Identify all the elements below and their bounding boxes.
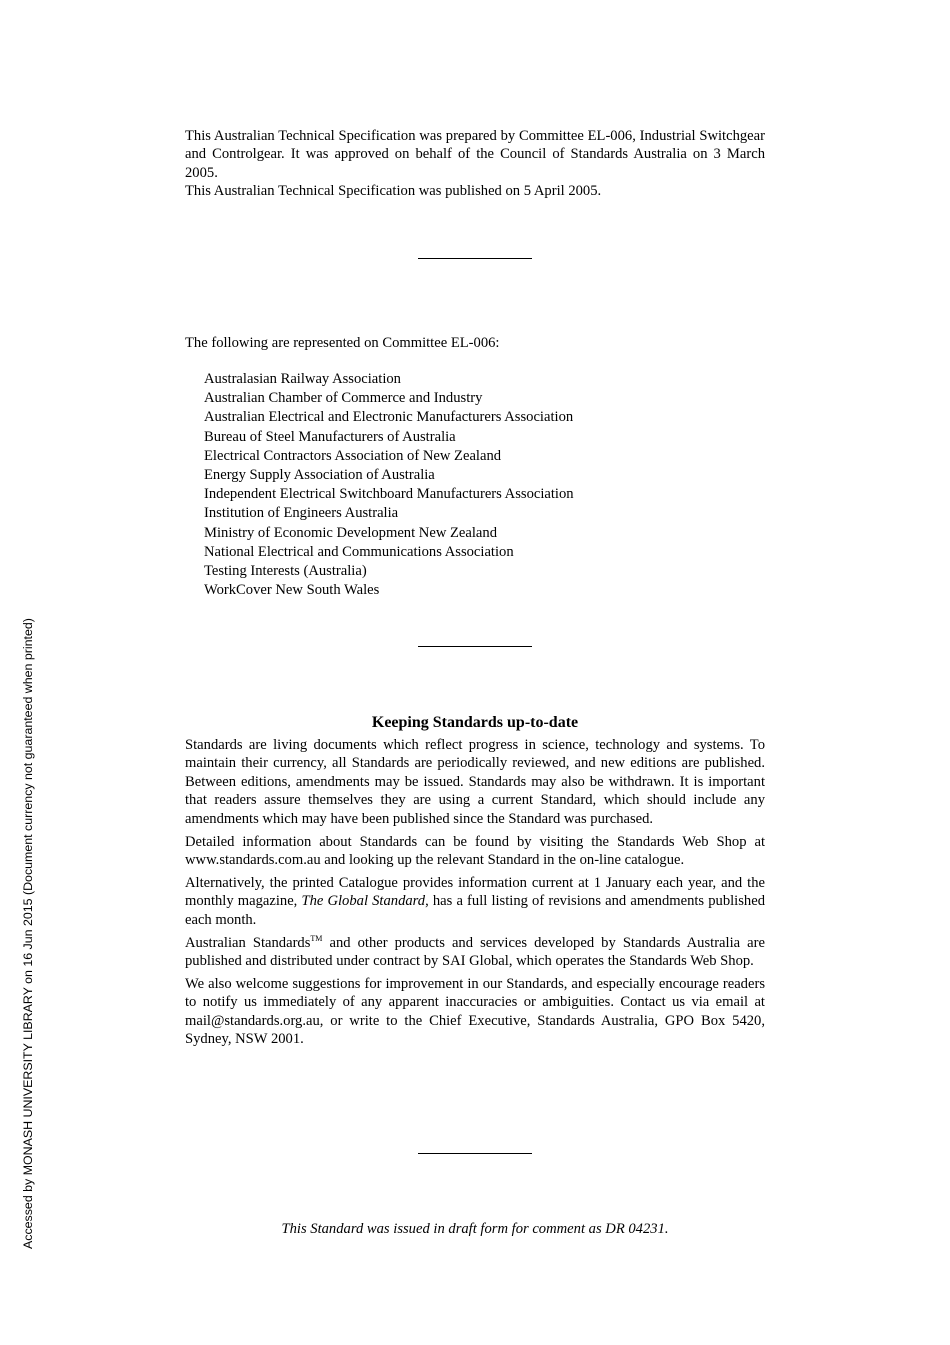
paragraph-suggestions: We also welcome suggestions for improvement in our Standards, and especially encourage readers to notify us immediately of any apparent inaccuracies or ambiguities. Contact us via email at mail@standards.org.au, or write to the Chief Executive, Standards Australia, GPO Box 5420, Sydney, NSW 2001. bbox=[185, 975, 765, 1048]
list-item: Ministry of Economic Development New Zealand bbox=[204, 524, 498, 541]
section-divider bbox=[418, 646, 532, 647]
list-item: Energy Supply Association of Australia bbox=[204, 467, 435, 484]
list-item: Independent Electrical Switchboard Manufacturers Association bbox=[204, 486, 574, 503]
section-divider bbox=[418, 258, 532, 259]
text-run: Australian Standards bbox=[185, 934, 311, 951]
list-item: Australasian Railway Association bbox=[204, 371, 401, 387]
paragraph-living-documents: Standards are living documents which reflect progress in science, technology and systems. To maintain their currency, all Standards are periodically reviewed, and new editions are published. Between editions, amendments may be issued. Standards may also be withdrawn. It is important that readers assure themselves they are using a current Standard, which should include any amendments which may have been published since the Standard was purchased. bbox=[185, 737, 765, 827]
list-item: Testing Interests (Australia) bbox=[204, 563, 367, 580]
text-run: , has a full listing of revisions and amendments published each month. bbox=[185, 893, 765, 928]
keeping-standards-section bbox=[185, 713, 765, 1053]
committee-heading: The following are represented on Committee EL-006: bbox=[185, 335, 500, 351]
committee-member-list bbox=[204, 370, 574, 600]
paragraph-catalogue bbox=[185, 874, 765, 929]
access-watermark: Accessed by MONASH UNIVERSITY LIBRARY on 16 Jun 2015 (Document currency not guaranteed when printed) bbox=[21, 618, 35, 1249]
paragraph-sai-global bbox=[185, 934, 765, 971]
list-item: Institution of Engineers Australia bbox=[204, 505, 399, 522]
list-item: Australian Electrical and Electronic Manufacturers Association bbox=[204, 409, 574, 426]
approval-statement: This Australian Technical Specification was prepared by Committee EL-006, Industrial Switchgear and Controlgear. It was approved on behalf of the Council of Standards Australia on 3 March 2005. bbox=[185, 128, 765, 181]
section-divider bbox=[418, 1153, 532, 1154]
list-item: Bureau of Steel Manufacturers of Australia bbox=[204, 428, 456, 445]
trademark-symbol: TM bbox=[310, 933, 323, 943]
intro-block bbox=[185, 127, 765, 201]
text-run: Alternatively, the printed Catalogue provides information current at 1 January each year, and the monthly magazine, bbox=[185, 874, 765, 910]
publication-statement: This Australian Technical Specification was published on 5 April 2005. bbox=[185, 183, 602, 200]
magazine-title: The Global Standard bbox=[301, 893, 426, 910]
section-title: Keeping Standards up-to-date bbox=[371, 714, 579, 731]
list-item: National Electrical and Communications Association bbox=[204, 543, 514, 560]
list-item: Electrical Contractors Association of New Zealand bbox=[204, 447, 502, 464]
list-item: WorkCover New South Wales bbox=[204, 582, 380, 599]
text-run: and other products and services developed by Standards Australia are published and distributed under contract by SAI Global, which operates the Standards Web Shop. bbox=[185, 934, 765, 969]
list-item: Australian Chamber of Commerce and Industry bbox=[204, 390, 483, 407]
paragraph-web-shop: Detailed information about Standards can be found by visiting the Standards Web Shop at www.standards.com.au and looking up the relevant Standard in the on-line catalogue. bbox=[185, 833, 765, 868]
draft-note: This Standard was issued in draft form for comment as DR 04231. bbox=[281, 1221, 669, 1237]
